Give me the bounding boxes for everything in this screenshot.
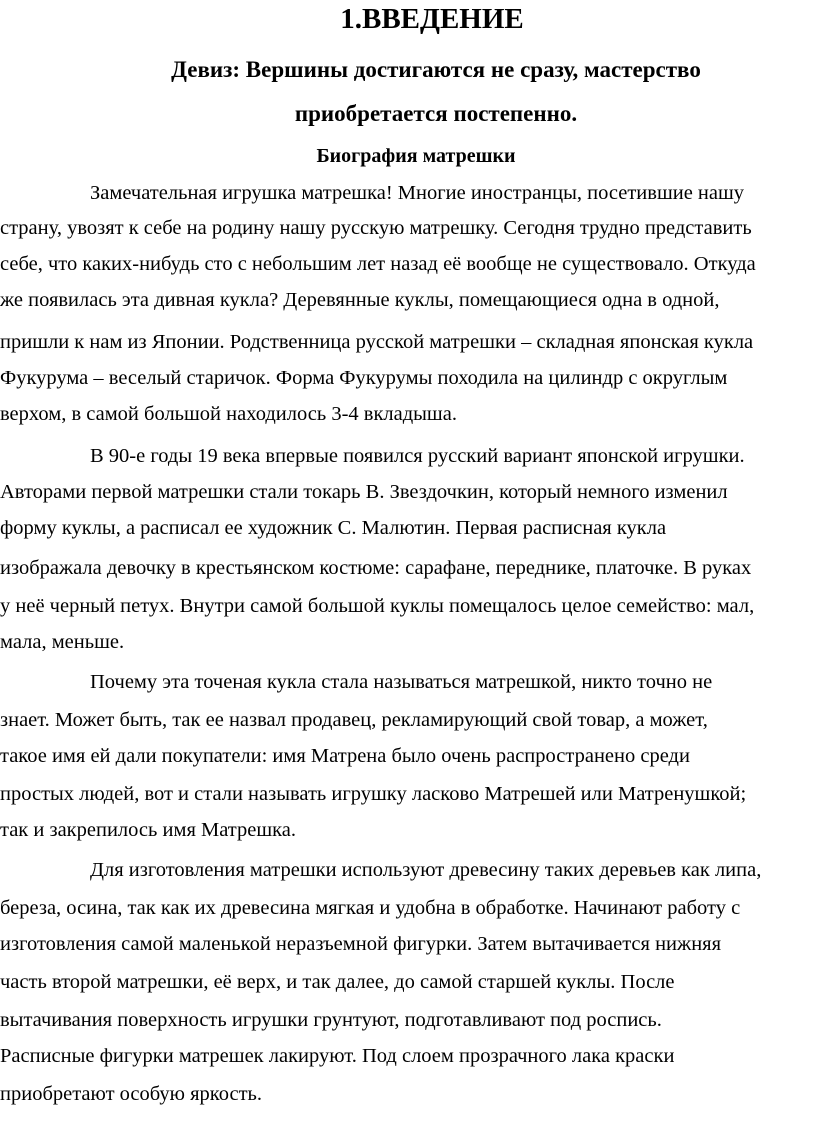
text-line: изображала девочку в крестьянском костюме: сарафане, переднике, платочке. В руках [0,557,752,579]
text-line: такое имя ей дали покупатели: имя Матрена было очень распространено среди [0,745,690,767]
subheading: Биография матрешки [316,145,516,167]
text-line: Авторами первой матрешки стали токарь В. Звездочкин, который немного изменил [0,481,728,503]
text-line: у неё черный петух. Внутри самой большой куклы помещалось целое семейство: мал, [0,595,755,617]
text-line: Фукурума – веселый старичок. Форма Фукурумы походила на цилиндр с округлым [0,367,728,389]
text-line: изготовления самой маленькой неразъемной фигурки. Затем вытачивается нижняя [0,933,722,955]
text-line: так и закрепилось имя Матрешка. [0,819,297,841]
text-line: Расписные фигурки матрешек лакируют. Под слоем прозрачного лака краски [0,1045,675,1067]
text-line: форму куклы, а расписал ее художник С. Малютин. Первая расписная кукла [0,517,667,539]
section-heading: 1.ВВЕДЕНИЕ [340,3,524,35]
text-line: приобретают особую яркость. [0,1083,262,1105]
text-line: Для изготовления матрешки используют древесину таких деревьев как липа, [90,859,762,881]
text-line: себе, что каких-нибудь сто с небольшим лет назад её вообще не существовало. Откуда [0,253,756,275]
text-line: же появилась эта дивная кукла? Деревянные куклы, помещающиеся одна в одной, [0,289,720,311]
text-line: В 90-е годы 19 века впервые появился русский вариант японской игрушки. [90,445,745,467]
text-line: часть второй матрешки, её верх, и так далее, до самой старшей куклы. После [0,971,675,993]
text-line: мала, меньше. [0,631,125,653]
text-line: верхом, в самой большой находилось 3-4 вкладыша. [0,403,457,425]
motto-line-1: Девиз: Вершины достигаются не сразу, мастерство [171,57,701,82]
text-line: береза, осина, так как их древесина мягкая и удобна в обработке. Начинают работу с [0,897,741,919]
motto-line-2: приобретается постепенно. [294,101,578,126]
text-line: простых людей, вот и стали называть игрушку ласково Матрешей или Матренушкой; [0,783,747,805]
text-line: страну, увозят к себе на родину нашу русскую матрешку. Сегодня трудно представить [0,217,752,239]
text-line: вытачивания поверхность игрушки грунтуют, подготавливают под роспись. [0,1009,662,1031]
text-line: знает. Может быть, так ее назвал продавец, рекламирующий свой товар, а может, [0,709,708,731]
text-line: пришли к нам из Японии. Родственница русской матрешки – складная японская кукла [0,331,754,353]
text-line: Замечательная игрушка матрешка! Многие иностранцы, посетившие нашу [90,182,745,204]
text-line: Почему эта точеная кукла стала называться матрешкой, никто точно не [90,671,713,693]
